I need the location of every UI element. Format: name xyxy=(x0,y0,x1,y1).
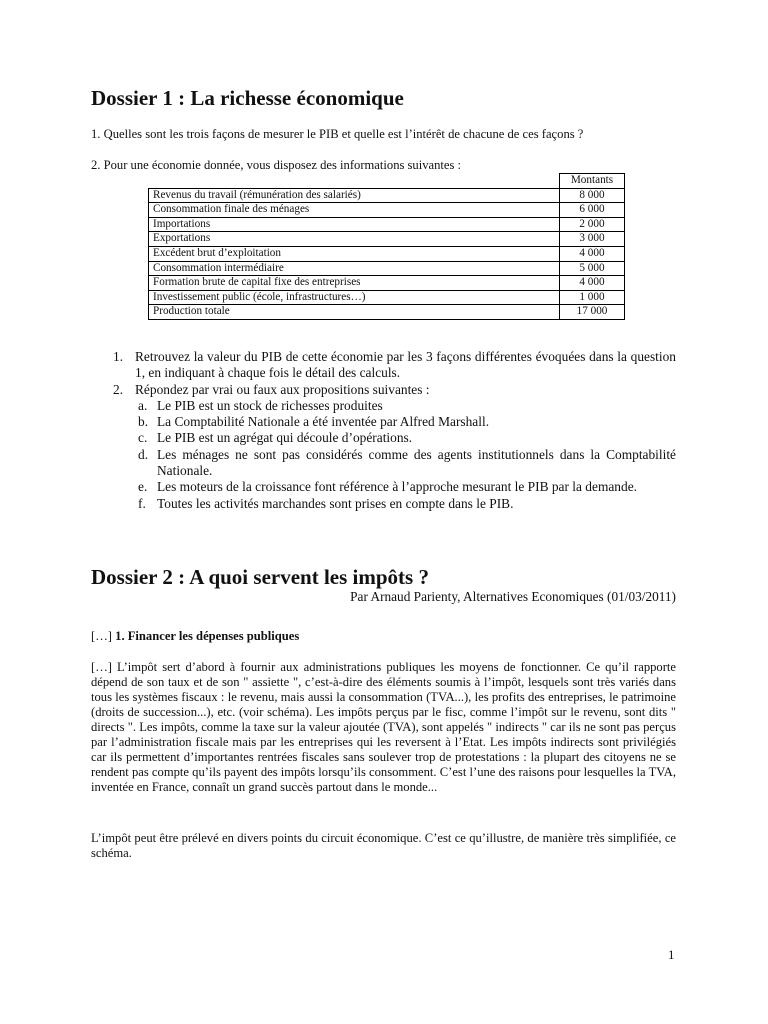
table-row xyxy=(149,188,625,203)
list-number: 2. xyxy=(113,381,124,397)
dossier2-title: Dossier 2 : A quoi servent les impôts ? xyxy=(91,565,429,589)
list-item-text: Les ménages ne sont pas considérés comme des agents institutionnels dans la Comptabilité Nationale. xyxy=(157,446,676,479)
section-heading xyxy=(91,629,299,644)
list-item xyxy=(113,382,676,512)
row-label: Production totale xyxy=(149,305,560,320)
row-label: Consommation intermédiaire xyxy=(149,261,560,276)
list-item xyxy=(135,398,676,414)
list-item xyxy=(135,447,676,480)
list-letter: a. xyxy=(138,397,148,413)
list-item xyxy=(135,496,676,512)
dossier1-title: Dossier 1 : La richesse économique xyxy=(91,86,404,110)
table-row xyxy=(149,276,625,291)
row-value: 17 000 xyxy=(560,305,625,320)
page-number: 1 xyxy=(668,947,675,962)
row-label: Consommation finale des ménages xyxy=(149,203,560,218)
table-header-montants: Montants xyxy=(560,174,625,189)
table-row xyxy=(149,290,625,305)
article-paragraph-2: L’impôt peut être prélevé en divers points du circuit économique. C’est ce qu’illustre, de manière très simplifiée, ce schéma. xyxy=(91,831,676,860)
row-label: Excédent brut d’exploitation xyxy=(149,246,560,261)
row-label: Investissement public (école, infrastructures…) xyxy=(149,290,560,305)
list-letter: c. xyxy=(138,430,148,446)
table-header-row xyxy=(149,174,625,189)
list-letter: e. xyxy=(138,479,148,495)
question-1: 1. Quelles sont les trois façons de mesurer le PIB et quelle est l’intérêt de chacune de ces façons ? xyxy=(91,127,584,141)
row-value: 3 000 xyxy=(560,232,625,247)
list-letter: f. xyxy=(138,495,146,511)
article-paragraph-1: […] L’impôt sert d’abord à fournir aux administrations publiques les moyens de fonctionner. Ce qu’il rapporte dépend de son taux et de son " assiette ", c’est-à-dire des éléments soumis à l’impôt, lesquels sont très variés dans tous les systèmes fiscaux : le revenu, mais aussi la consommation (TVA...), les profits des entreprises, le patrimoine (droits de succession...), etc. (voir schéma). Les impôts perçus par le fisc, comme l’impôt sur le revenu, sont dits " directs ". Les impôts, comme la taxe sur la valeur ajoutée (TVA), sont appelés " indirects " car ils ne sont pas perçus par l’administration fiscale mais par les entreprises qui les reversent à l’Etat. Les impôts indirects sont privilégiés car ils permettent d’importantes rentrées fiscales sans soulever trop de protestations : la plupart des citoyens ne se rendent pas compte qu’ils payent des impôts lorsqu’ils consomment. C’est l’une des raisons pour lesquelles la TVA, inventée en France, connaît un grand succès partout dans le monde... xyxy=(91,660,676,794)
economic-data-table xyxy=(148,173,625,320)
section-prefix: […] xyxy=(91,629,116,643)
list-letter: b. xyxy=(138,414,149,430)
row-value: 6 000 xyxy=(560,203,625,218)
table-row xyxy=(149,261,625,276)
list-item-text: Le PIB est un agrégat qui découle d’opérations. xyxy=(157,430,413,446)
row-value: 5 000 xyxy=(560,261,625,276)
row-label: Importations xyxy=(149,217,560,232)
list-item xyxy=(135,430,676,446)
list-item-text: Toutes les activités marchandes sont prises en compte dans le PIB. xyxy=(157,495,514,511)
row-value: 1 000 xyxy=(560,290,625,305)
row-value: 8 000 xyxy=(560,188,625,203)
row-value: 4 000 xyxy=(560,276,625,291)
row-value: 4 000 xyxy=(560,246,625,261)
table-row xyxy=(149,246,625,261)
true-false-list xyxy=(135,398,676,512)
article-byline: Par Arnaud Parienty, Alternatives Economiques (01/03/2011) xyxy=(350,589,676,604)
section-title: 1. Financer les dépenses publiques xyxy=(115,629,300,643)
table-row xyxy=(149,217,625,232)
question-2: 2. Pour une économie donnée, vous disposez des informations suivantes : xyxy=(91,158,462,172)
list-item-text: La Comptabilité Nationale a été inventée par Alfred Marshall. xyxy=(157,414,490,430)
table-row xyxy=(149,305,625,320)
list-item xyxy=(135,414,676,430)
list-item-text: Le PIB est un stock de richesses produites xyxy=(157,397,383,413)
row-value: 2 000 xyxy=(560,217,625,232)
row-label: Formation brute de capital fixe des entreprises xyxy=(149,276,560,291)
row-label: Exportations xyxy=(149,232,560,247)
list-item-text: Les moteurs de la croissance font référence à l’approche mesurant le PIB par la demande. xyxy=(157,479,637,495)
list-item xyxy=(113,349,676,382)
question-list xyxy=(113,349,676,512)
table-row xyxy=(149,232,625,247)
list-item-text: Retrouvez la valeur du PIB de cette économie par les 3 façons différentes évoquées dans la question 1, en indiquant à chaque fois le détail des calculs. xyxy=(135,349,676,381)
table-row xyxy=(149,203,625,218)
list-item xyxy=(135,479,676,495)
list-item-text: Répondez par vrai ou faux aux propositions suivantes : xyxy=(135,381,430,397)
row-label: Revenus du travail (rémunération des salariés) xyxy=(149,188,560,203)
list-number: 1. xyxy=(113,349,124,364)
list-letter: d. xyxy=(138,446,149,462)
